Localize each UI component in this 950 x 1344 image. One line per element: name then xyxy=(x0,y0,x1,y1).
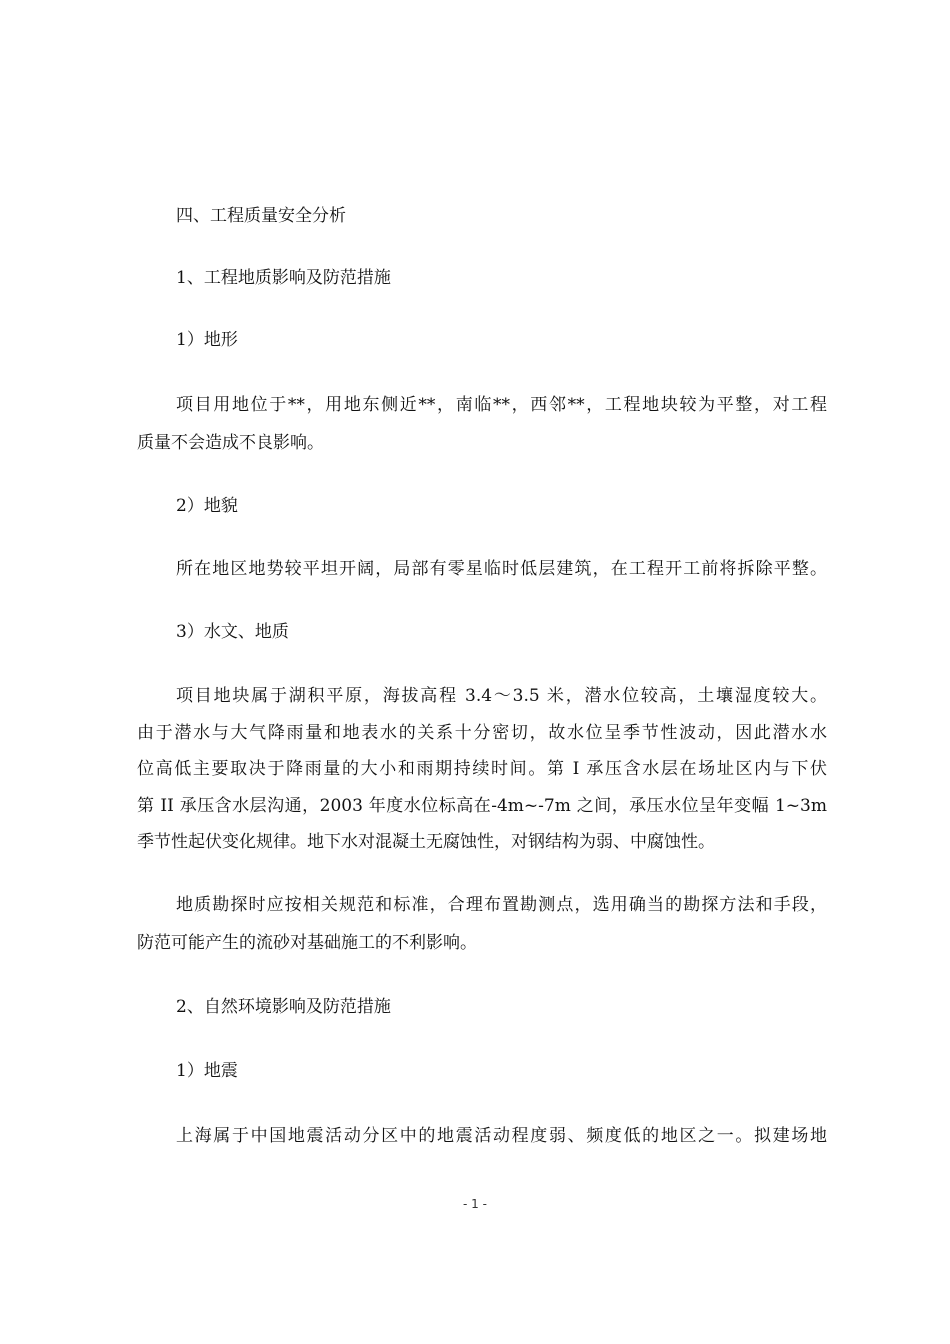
hydrology-paragraph-line-3: 位高低主要取决于降雨量的大小和雨期持续时间。第 I 承压含水层在场址区内与下伏 xyxy=(137,759,827,779)
hydrology-paragraph-line-4: 第 II 承压含水层沟通，2003 年度水位标高在-4m~-7m 之间，承压水位呈年变幅 1~3m xyxy=(137,796,827,816)
subsection-heading-geology: 1、工程地质影响及防范措施 xyxy=(176,268,391,288)
terrain-paragraph-line-1: 项目用地位于**，用地东侧近**，南临**，西邻**，工程地块较为平整，对工程 xyxy=(176,395,827,415)
terrain-paragraph-line-2: 质量不会造成不良影响。 xyxy=(137,433,324,453)
item-heading-landform: 2）地貌 xyxy=(176,496,238,516)
item-heading-hydrology: 3）水文、地质 xyxy=(176,622,289,642)
item-heading-earthquake: 1）地震 xyxy=(176,1061,238,1081)
hydrology-paragraph-line-1: 项目地块属于湖积平原，海拔高程 3.4～3.5 米，潜水位较高，土壤湿度较大。 xyxy=(176,686,827,706)
hydrology-paragraph-line-5: 季节性起伏变化规律。地下水对混凝土无腐蚀性，对钢结构为弱、中腐蚀性。 xyxy=(137,832,715,852)
subsection-heading-environment: 2、自然环境影响及防范措施 xyxy=(176,997,391,1017)
survey-paragraph-line-2: 防范可能产生的流砂对基础施工的不利影响。 xyxy=(137,933,477,953)
landform-paragraph-line-1: 所在地区地势较平坦开阔，局部有零星临时低层建筑，在工程开工前将拆除平整。 xyxy=(176,559,827,579)
item-heading-terrain: 1）地形 xyxy=(176,330,238,350)
survey-paragraph-line-1: 地质勘探时应按相关规范和标准，合理布置勘测点，选用确当的勘探方法和手段， xyxy=(176,895,827,915)
earthquake-paragraph-line-1: 上海属于中国地震活动分区中的地震活动程度弱、频度低的地区之一。拟建场地 xyxy=(176,1126,827,1146)
section-heading: 四、工程质量安全分析 xyxy=(176,206,346,226)
hydrology-paragraph-line-2: 由于潜水与大气降雨量和地表水的关系十分密切，故水位呈季节性波动，因此潜水水 xyxy=(137,723,827,743)
page-number: - 1 - xyxy=(463,1197,487,1211)
